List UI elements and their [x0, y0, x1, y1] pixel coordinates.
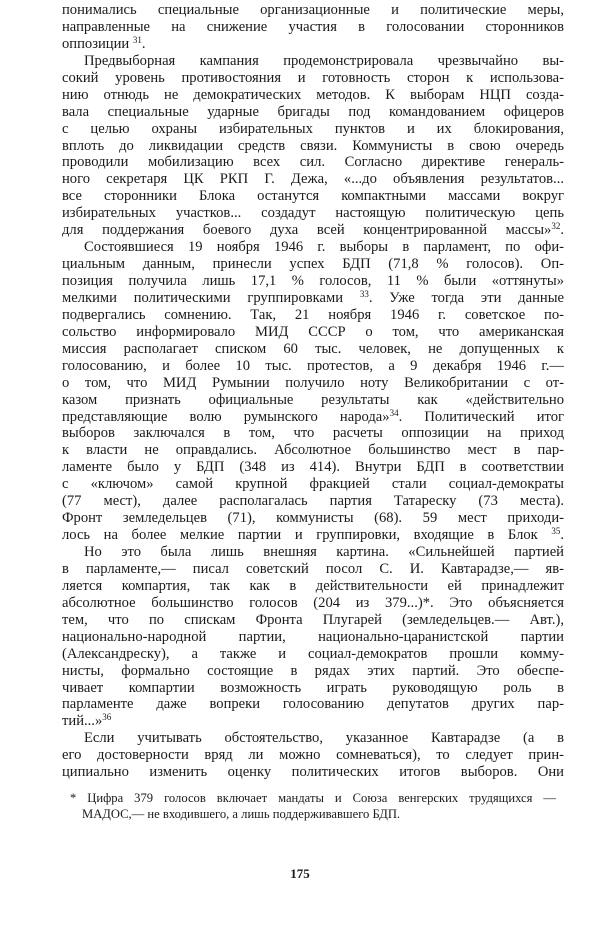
footnote-reference: 34	[389, 407, 399, 418]
text-line: нию отнюдь не демократических методов. К выборам НЦП созда-	[62, 86, 564, 103]
footnote-reference: 36	[102, 712, 112, 723]
footnote-reference: 35	[551, 526, 561, 537]
text-line: избирательных участков... создадут настоящую политическую цепь	[62, 205, 564, 222]
text-line: циальным данным, принесли успех БДП (71,8 % голосов). Оп-	[62, 256, 564, 273]
footnote-reference: 33	[359, 288, 369, 299]
footnote-line: МАДОС,— не входившего, а лишь поддерживавшего БДП.	[82, 807, 401, 821]
text-line: (77 мест), далее располагалась партия Татареску (73 места).	[62, 493, 564, 510]
body-text	[62, 2, 564, 781]
text-line: ляется компартия, так как в действительности ей принадлежит	[62, 577, 564, 594]
text-line: понимались специальные организационные и политические меры,	[62, 2, 564, 18]
text-line: его достоверности вряд ли можно сомневаться), то следует прин-	[62, 747, 564, 764]
text-line: для поддержания боевого духа всей концентрированной массы»$^{32}$.	[62, 221, 564, 239]
text-line: лось на более мелкие партии и группировки, входящие в Блок $^{35}$.	[62, 526, 564, 544]
text-line: парламенте даже вопреки голосованию депутатов других пар-	[62, 696, 564, 713]
text-line: сокий уровень противостояния и готовность сторон к использова-	[62, 69, 564, 86]
text-line: направленные на снижение участия в голосовании сторонников	[62, 18, 564, 35]
page-number: 175	[290, 866, 310, 881]
text-line: Фронт земледельцев (71), коммунисты (68). 59 мест приходи-	[62, 510, 564, 527]
footnote-reference: 31	[132, 34, 142, 45]
text-line: вала специальные ударные бригады под командованием офицеров	[62, 103, 564, 120]
text-line: голосованию, и более 10 тыс. протестов, а 9 декабря 1946 г.—	[62, 357, 564, 374]
text-line: мелкими политическими группировками $^{33}$. Уже тогда эти данные	[62, 288, 564, 306]
text-line: чивает компартии возможность играть руководящую роль в	[62, 679, 564, 696]
text-line: представляющие волю румынского народа»$^{34}$. Политический итог	[62, 407, 564, 425]
text-line: тем, что по спискам Фронта Плугарей (земледельцев.— Авт.),	[62, 611, 564, 628]
text-line: Предвыборная кампания продемонстрировала чрезвычайно вы-	[84, 52, 564, 69]
text-line: позиция получила лишь 17,1 % голосов, 11 % были «оттянуты»	[62, 273, 564, 289]
text-line: Состоявшиеся 19 ноября 1946 г. выборы в парламент, по офи-	[84, 239, 564, 256]
text-line: нисты, формально состоящие в рядах этих партий. Это обеспе-	[62, 662, 564, 679]
footnote-reference: 32	[551, 221, 561, 232]
text-line: казом признать официальные результаты как «действительно	[62, 391, 564, 408]
footnote	[70, 790, 556, 822]
text-line: в парламенте,— писал советский посол С. И. Кавтарадзе,— яв-	[62, 560, 564, 577]
text-line: проводили мобилизацию всех сил. Согласно директиве генераль-	[62, 154, 564, 171]
text-line: (Александреску), а также и социал-демократов прошли комму-	[62, 645, 564, 662]
text-line: сольство информировало МИД СССР о том, что американская	[62, 323, 564, 340]
text-line: Но это была лишь внешняя картина. «Сильнейшей партией	[84, 544, 564, 560]
text-line: миссия располагает списком 60 тыс. человек, не допущенных к	[62, 340, 564, 357]
text-line: тий...»$^{36}$	[62, 712, 112, 730]
text-line: с целью охраны избирательных пунктов и их блокирования,	[62, 120, 564, 137]
text-line: ципиально изменить оценку политических итогов выборов. Они	[62, 764, 564, 781]
text-line: о том, что МИД Румынии получило ноту Великобритании с от-	[62, 374, 564, 391]
text-line: подвергались сомнению. Так, 21 ноября 1946 г. советское по-	[62, 306, 564, 323]
text-line: ного секретаря ЦК РКП Г. Дежа, «...до объявления результатов...	[62, 171, 564, 188]
text-line: все сторонники Блока останутся компактными массами вокруг	[62, 188, 564, 205]
text-line: ламенте было у БДП (348 из 414). Внутри БДП в соответствии	[62, 459, 564, 476]
text-line: оппозиции $^{31}$.	[62, 34, 146, 52]
text-line: Если учитывать обстоятельство, указанное Кавтарадзе (а в	[84, 730, 564, 747]
text-line: к власти не оправдались. Абсолютное большинство мест в пар-	[62, 442, 564, 459]
text-line: абсолютное большинство голосов (204 из 379...)*. Это объясняется	[62, 594, 564, 611]
text-line: национально-народной партии, национально-царанистской партии	[62, 628, 564, 645]
text-line: вплоть до ликвидации средств связи. Коммунисты в свою очередь	[62, 137, 564, 154]
text-line: с «ключом» самой крупной фракцией стали социал-демократы	[62, 476, 564, 493]
text-line: выборов заключался в том, что расчеты оппозиции на приход	[62, 425, 564, 442]
footnote-line: * Цифра 379 голосов включает мандаты и Союза венгерских трудящихся —	[70, 791, 556, 805]
